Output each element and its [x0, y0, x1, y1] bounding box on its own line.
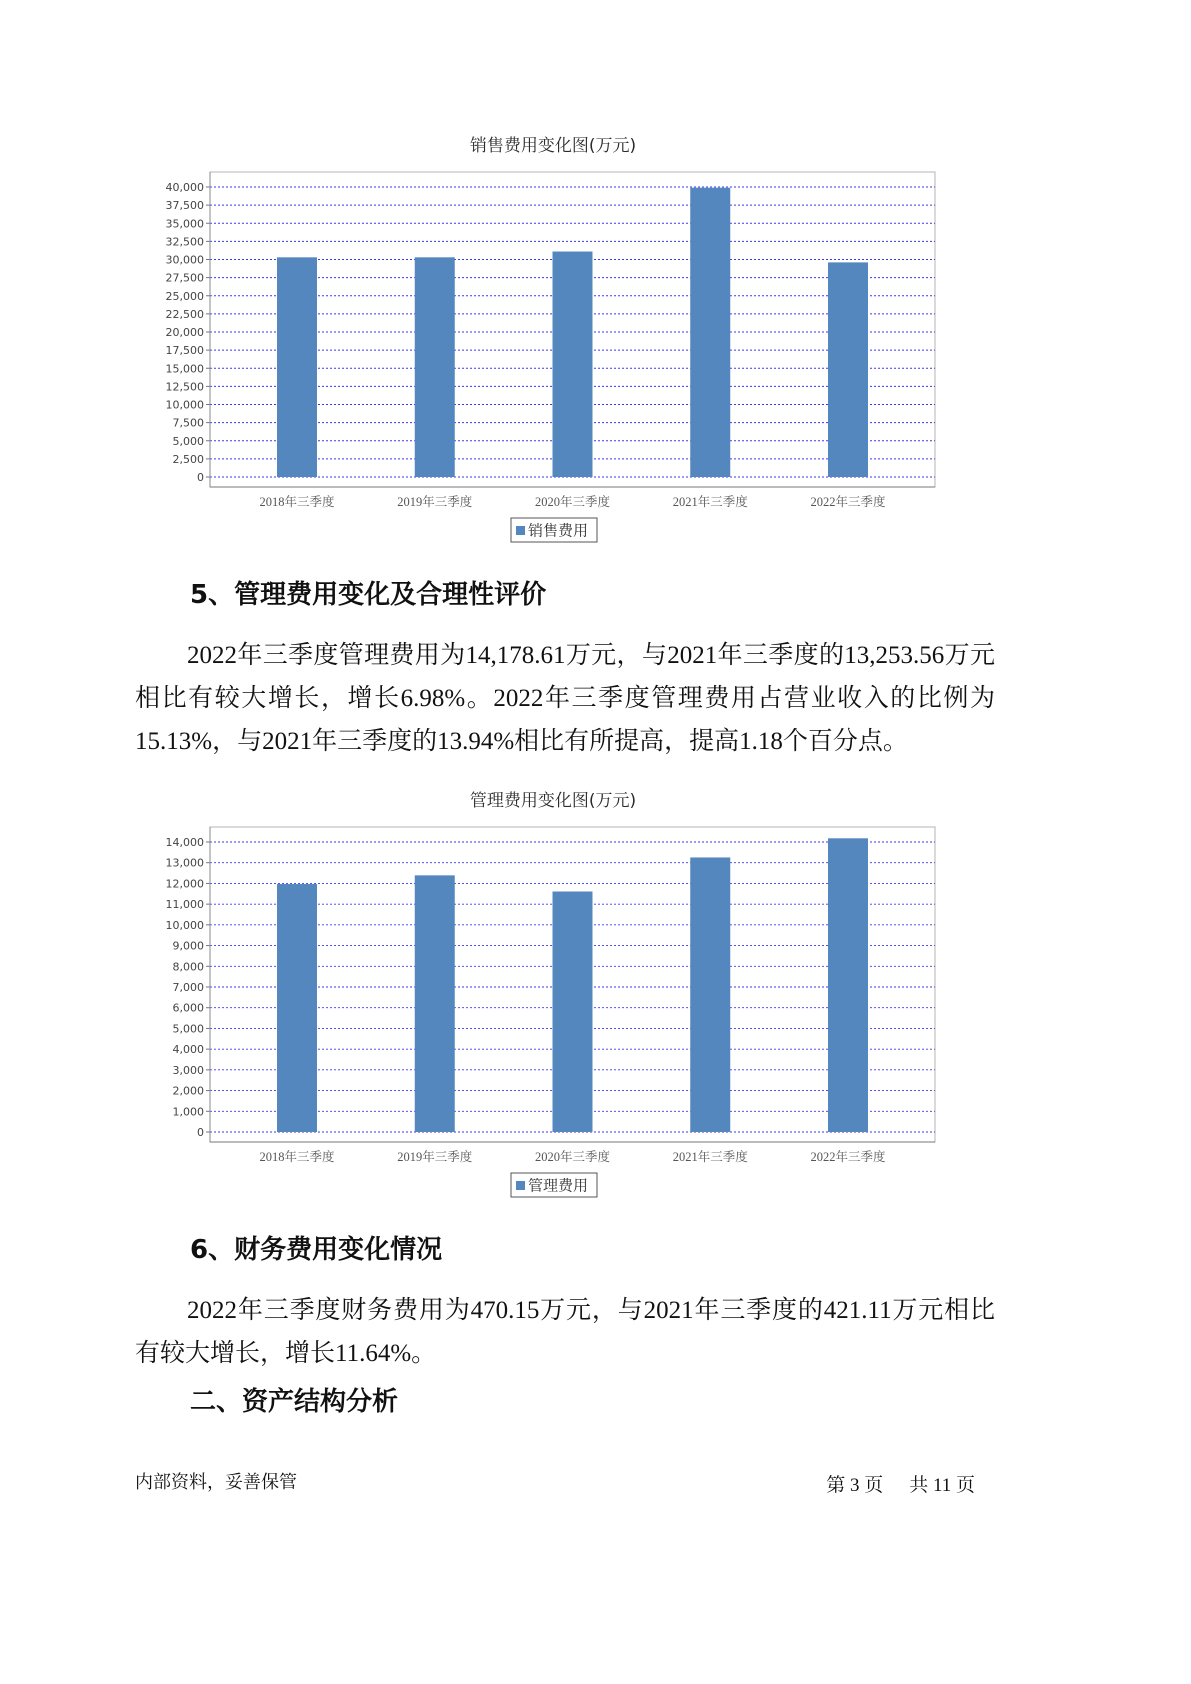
heading-part-2: 二、资产结构分析 — [190, 1387, 399, 1417]
y-tick-label: 22,500 — [165, 307, 204, 321]
bar — [828, 838, 868, 1132]
y-tick-label: 13,000 — [165, 856, 204, 870]
y-tick-label: 2,500 — [172, 452, 204, 466]
x-tick-label: 2021年三季度 — [672, 495, 748, 509]
y-tick-label: 12,000 — [165, 877, 204, 891]
y-tick-label: 20,000 — [165, 326, 204, 339]
heading-section-5: 5、管理费用变化及合理性评价 — [190, 580, 547, 610]
y-tick-label: 6,000 — [172, 1001, 204, 1015]
y-tick-label: 17,500 — [165, 344, 204, 358]
y-tick-label: 11,000 — [165, 898, 204, 912]
chart-title: 销售费用变化图(万元) — [469, 136, 637, 156]
heading-section-6: 6、财务费用变化情况 — [190, 1235, 443, 1265]
y-tick-label: 25,000 — [165, 289, 204, 303]
y-tick-label: 32,500 — [165, 235, 204, 249]
paragraph-finance-expense: 2022年三季度财务费用为470.15万元，与2021年三季度的421.11万元相比有较大增长，增长11.64%。 — [135, 1297, 995, 1367]
legend-label: 销售费用 — [528, 523, 589, 540]
total-pages: 共 11 页 — [909, 1475, 975, 1496]
y-tick-label: 8,000 — [172, 960, 204, 974]
legend-label: 管理费用 — [528, 1178, 589, 1195]
x-tick-label: 2022年三季度 — [810, 495, 886, 509]
y-tick-label: 37,500 — [165, 199, 204, 213]
y-tick-label: 35,000 — [165, 217, 204, 231]
bar — [277, 257, 317, 477]
y-tick-label: 7,500 — [172, 416, 204, 430]
y-tick-label: 4,000 — [172, 1043, 204, 1057]
y-tick-label: 3,000 — [172, 1063, 204, 1077]
bar — [415, 257, 455, 477]
x-tick-label: 2022年三季度 — [810, 1150, 886, 1164]
bar — [690, 857, 730, 1132]
page-number — [826, 1474, 975, 1498]
y-tick-label: 1,000 — [172, 1105, 204, 1119]
y-tick-label: 9,000 — [172, 939, 204, 953]
bar — [828, 262, 868, 477]
x-tick-label: 2020年三季度 — [534, 495, 611, 509]
bar — [690, 188, 730, 477]
x-tick-label: 2019年三季度 — [397, 495, 473, 509]
y-tick-label: 30,000 — [165, 253, 204, 267]
x-tick-label: 2021年三季度 — [672, 1150, 748, 1164]
y-tick-label: 0 — [197, 1126, 204, 1139]
y-tick-label: 5,000 — [172, 434, 204, 448]
y-tick-label: 40,000 — [165, 181, 204, 194]
y-tick-label: 12,500 — [165, 380, 204, 394]
y-tick-label: 7,000 — [172, 981, 204, 994]
bar — [277, 884, 317, 1132]
admin-expense-chart — [135, 780, 970, 1205]
y-tick-label: 14,000 — [165, 836, 204, 849]
y-tick-label: 5,000 — [172, 1022, 204, 1036]
legend-swatch — [516, 526, 525, 535]
y-tick-label: 10,000 — [165, 918, 204, 932]
chart-title: 管理费用变化图(万元) — [469, 791, 637, 811]
x-tick-label: 2019年三季度 — [397, 1150, 473, 1164]
bar — [553, 892, 593, 1132]
bar — [553, 252, 593, 477]
current-page: 第 3 页 — [826, 1475, 884, 1496]
x-tick-label: 2018年三季度 — [259, 1150, 335, 1164]
paragraph-admin-expense: 2022年三季度管理费用为14,178.61万元，与2021年三季度的13,253.56万元相比有较大增长，增长6.98%。2022年三季度管理费用占营业收入的比例为15.13%，与2021年三季度的13.94%相比有所提高，提高1.18个百分点。 — [135, 642, 995, 755]
x-tick-label: 2018年三季度 — [259, 495, 335, 509]
y-tick-label: 2,000 — [172, 1084, 204, 1098]
bar — [415, 875, 455, 1132]
x-tick-label: 2020年三季度 — [534, 1150, 611, 1164]
sales-expense-chart — [135, 125, 970, 550]
y-tick-label: 0 — [197, 471, 204, 484]
legend-swatch — [516, 1181, 525, 1190]
y-tick-label: 15,000 — [165, 362, 204, 376]
confidentiality-note: 内部资料，妥善保管 — [135, 1472, 297, 1493]
y-tick-label: 27,500 — [165, 271, 204, 285]
y-tick-label: 10,000 — [165, 398, 204, 412]
